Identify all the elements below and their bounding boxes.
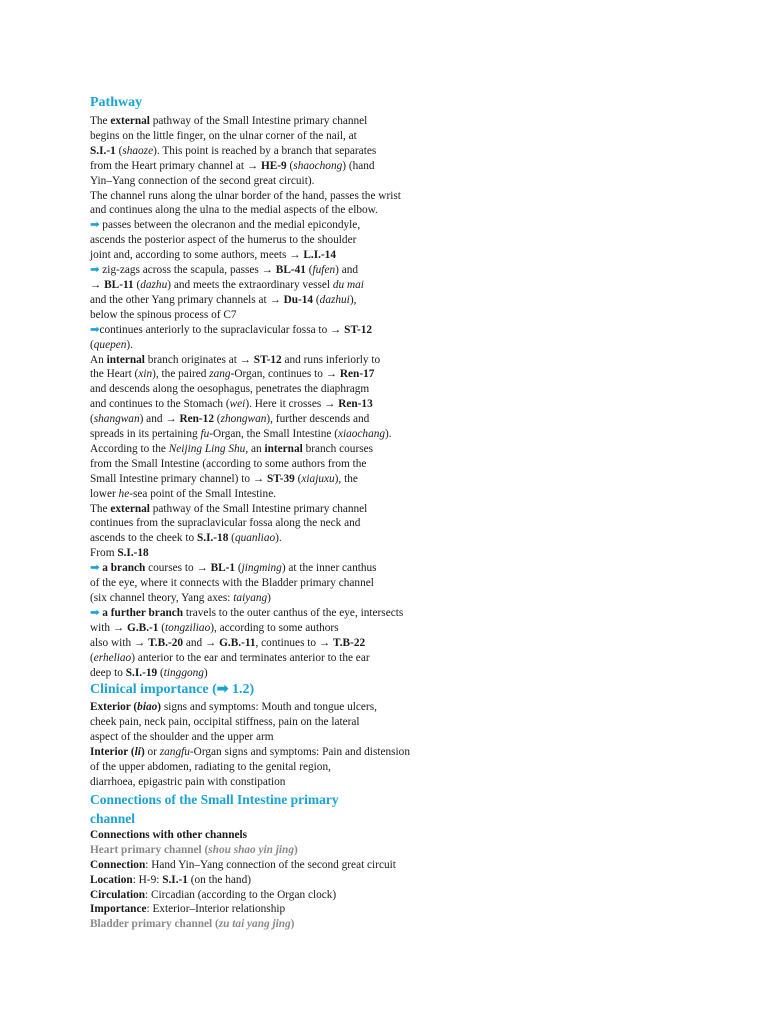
text-line	[90, 218, 490, 233]
bold-term: S.I.-18	[117, 547, 149, 560]
arrow-icon: →	[133, 636, 149, 649]
text-run: pathway of the Small Intestine primary channel	[149, 502, 368, 515]
text-line	[90, 917, 490, 932]
text-run: )	[293, 843, 298, 856]
text-run: diarrhoea, epigastric pain with constipation	[90, 775, 286, 788]
heading-connections-line2: channel	[90, 810, 136, 826]
text-line	[90, 546, 490, 561]
text-line	[90, 382, 490, 397]
text-run: of the upper abdomen, radiating to the genital region,	[90, 761, 331, 774]
arrow-icon: ➡	[90, 323, 100, 336]
bold-term: Importance	[90, 903, 147, 916]
text-run: ) anterior to the ear and terminates anterior to the ear	[131, 651, 370, 664]
bold-term: T.B.-20	[148, 636, 184, 649]
text-run: The	[90, 502, 111, 515]
italic-term: Neijing Ling Shu	[168, 442, 246, 455]
heading-pathway: Pathway	[90, 95, 143, 110]
bold-term: S.I.-1	[90, 144, 116, 157]
text-run: An	[90, 353, 107, 366]
text-line	[90, 159, 490, 174]
text-line	[90, 457, 490, 472]
text-run: )	[290, 918, 295, 931]
text-line	[90, 621, 490, 636]
arrow-icon: →	[325, 368, 340, 381]
text-run: Bladder primary channel (	[90, 918, 219, 931]
text-run: (	[228, 532, 235, 545]
text-run: : Hand Yin–Yang connection of the second great circuit	[145, 858, 396, 871]
text-line	[90, 606, 490, 621]
bold-term: )	[157, 701, 162, 714]
bold-term: S.I.-18	[196, 532, 229, 545]
text-run: joint and, according to some authors, meets	[90, 249, 290, 262]
text-line	[90, 760, 490, 775]
text-run: (	[313, 293, 320, 306]
text-run: also with	[90, 636, 134, 649]
italic-term: shaoze	[122, 144, 154, 157]
arrow-icon: →	[246, 159, 261, 172]
italic-term: dazhu	[140, 278, 168, 291]
italic-term: zhongwan	[220, 413, 267, 426]
text-line	[90, 412, 490, 427]
text-run: ), the	[334, 472, 358, 485]
text-line	[90, 651, 490, 666]
text-run: ),	[349, 293, 357, 306]
text-run: ). This point is reached by a branch that separates	[153, 144, 377, 157]
text-run: with	[90, 621, 113, 634]
bold-term: ST-12	[344, 323, 373, 336]
text-line	[90, 278, 490, 293]
italic-term: jingming	[241, 562, 282, 575]
text-run: branch originates at	[144, 353, 240, 366]
text-line	[90, 263, 490, 278]
text-run: ) and	[335, 264, 359, 277]
clinical-body	[90, 700, 490, 789]
text-run: The channel runs along the ulnar border of the hand, passes the wrist	[90, 189, 401, 202]
text-run: Heart primary channel (	[90, 843, 209, 856]
text-run: passes between the olecranon and the medial epicondyle,	[102, 219, 361, 232]
text-run: and	[183, 636, 205, 649]
arrow-icon: →	[324, 398, 339, 411]
subheading-connections-other-channels: Connections with other channels	[90, 828, 248, 841]
text-run: Small Intestine primary channel) to	[90, 472, 253, 485]
italic-term: taiyang	[233, 592, 268, 604]
text-line	[90, 174, 490, 189]
text-line	[90, 561, 490, 576]
bold-term: Du-14	[283, 293, 314, 306]
text-run: the Heart (	[90, 368, 139, 381]
text-run: The	[90, 115, 111, 127]
bold-term: S.I.-19	[125, 666, 158, 679]
text-run: (	[286, 159, 294, 172]
italic-term: wei	[229, 398, 246, 411]
italic-term: tinggong	[163, 666, 204, 679]
text-run: branch courses	[302, 442, 374, 455]
bold-term: ST-12	[253, 353, 282, 366]
bold-term: G.B.-11	[219, 636, 256, 649]
text-run: ascends to the cheek to	[90, 532, 197, 545]
bold-term: biao	[137, 701, 158, 714]
bold-term: a branch	[102, 562, 146, 575]
arrow-icon: →	[196, 562, 211, 575]
text-line	[90, 487, 490, 502]
arrow-icon: →	[261, 264, 276, 277]
text-line	[90, 367, 490, 382]
text-line	[90, 531, 490, 546]
italic-term: xiajuxu	[301, 472, 335, 485]
italic-term: xin	[138, 368, 153, 381]
text-line	[90, 203, 490, 218]
text-line	[90, 745, 490, 760]
italic-term: xiaochang	[337, 428, 386, 441]
text-run: ), according to some authors	[210, 621, 339, 634]
text-run: ) and	[139, 413, 166, 426]
text-line	[90, 397, 490, 412]
arrow-icon: →	[252, 472, 267, 485]
italic-term: fufen	[312, 264, 336, 277]
text-run: below the spinous process of C7	[90, 308, 237, 321]
text-run: : H-9:	[132, 873, 163, 886]
text-run: and descends along the oesophagus, penetrates the diaphragm	[90, 383, 370, 396]
text-run: According to the	[90, 442, 169, 455]
bold-term: T.B-22	[333, 636, 366, 649]
text-run: lower	[90, 487, 119, 500]
text-run: (	[90, 651, 94, 664]
text-run: -sea point of the Small Intestine.	[129, 487, 277, 500]
text-line	[90, 427, 490, 442]
bold-term: internal	[106, 353, 145, 366]
text-run: (	[235, 562, 242, 575]
text-run: begins on the little finger, on the ulnar corner of the nail, at	[90, 129, 357, 142]
bold-term: Circulation	[90, 888, 146, 901]
text-run: (	[158, 621, 166, 634]
italic-term: tongziliao	[165, 621, 211, 634]
text-run: )	[267, 592, 271, 604]
italic-term: quanliao	[234, 532, 276, 545]
arrow-icon: ➡	[90, 606, 103, 619]
bold-term: Ren-17	[339, 368, 375, 381]
bold-term: ST-39	[266, 472, 295, 485]
bold-term: Exterior (	[90, 701, 138, 714]
text-run: or	[144, 746, 160, 759]
italic-term: dazhui	[319, 293, 350, 306]
text-run: and continues along the ulna to the medial aspects of the elbow.	[90, 204, 378, 217]
text-run: aspect of the shoulder and the upper arm	[90, 731, 274, 744]
bold-term: internal	[264, 442, 303, 455]
text-line	[90, 636, 490, 651]
text-line	[90, 858, 490, 873]
text-run: (	[115, 144, 123, 157]
text-line	[90, 888, 490, 903]
document-page	[90, 94, 490, 932]
text-run: ascends the posterior aspect of the humerus to the shoulder	[90, 234, 357, 247]
text-run: -Organ, the Small Intestine (	[209, 428, 338, 441]
text-run: -Organ, continues to	[230, 368, 326, 381]
text-run: ) at the inner canthus	[281, 562, 377, 575]
text-line	[90, 775, 490, 790]
arrow-icon: →	[269, 293, 284, 306]
bold-term: )	[140, 746, 145, 759]
text-run: (	[294, 472, 302, 485]
text-run: ).	[275, 532, 282, 545]
italic-term: zu tai yang jing	[218, 918, 291, 931]
text-run: and runs inferiorly to	[281, 353, 381, 366]
text-line	[90, 666, 490, 681]
text-run: : Circadian (according to the Organ clock)	[145, 888, 337, 901]
bold-term: G.B.-1	[127, 621, 159, 634]
italic-term: shou shao yin jing	[208, 843, 294, 856]
text-line	[90, 902, 490, 917]
bold-term: Connection	[90, 858, 146, 871]
text-run: (	[305, 264, 313, 277]
text-run: deep to	[90, 666, 126, 679]
text-run: ), further descends and	[266, 413, 370, 426]
text-run: : Exterior–Interior relationship	[146, 903, 286, 916]
text-line	[90, 353, 490, 368]
bold-term: BL-1	[210, 562, 236, 575]
text-run: )	[203, 666, 208, 679]
arrow-icon: →	[318, 636, 334, 649]
text-run: travels to the outer canthus of the eye, intersects	[183, 606, 404, 619]
arrow-icon: ➡	[90, 264, 103, 277]
text-run: (on the hand)	[187, 873, 251, 886]
bold-term: BL-41	[275, 264, 306, 277]
bold-term: external	[110, 502, 150, 515]
bold-term: S.I.-1	[162, 873, 188, 886]
text-line	[90, 576, 490, 591]
text-run: -Organ signs and symptoms: Pain and distension	[189, 746, 410, 759]
pathway-body	[90, 114, 490, 680]
arrow-icon: ➡	[90, 562, 103, 575]
connections-body	[90, 843, 490, 932]
bold-term: L.I.-14	[303, 249, 336, 262]
italic-term: shaochong	[293, 159, 343, 172]
arrow-icon: →	[112, 621, 128, 634]
italic-term: erheliao	[93, 651, 132, 664]
bold-term: Location	[90, 873, 133, 886]
arrow-icon: →	[239, 353, 254, 366]
text-run: from the Heart primary channel at	[90, 159, 247, 172]
text-run: , an	[245, 442, 265, 455]
text-line	[90, 189, 490, 204]
text-run: (	[90, 413, 94, 426]
text-line	[90, 233, 490, 248]
arrow-icon: →	[90, 278, 105, 291]
text-run: (	[157, 666, 164, 679]
bold-term: Ren-13	[338, 398, 373, 411]
text-line	[90, 293, 490, 308]
text-run: cheek pain, neck pain, occipital stiffness, pain on the lateral	[90, 716, 360, 729]
text-run: continues anteriorly to the supraclavicular fossa to	[99, 323, 331, 336]
italic-term: he	[118, 487, 130, 500]
text-line	[90, 730, 490, 745]
text-run: ) and meets the extraordinary vessel	[167, 278, 333, 291]
text-run: of the eye, where it connects with the Bladder primary channel	[90, 577, 374, 590]
text-run: pathway of the Small Intestine primary channel	[149, 115, 368, 127]
text-run: and the other Yang primary channels at	[90, 293, 270, 306]
italic-term: quepen	[93, 338, 127, 351]
text-run: zig-zags across the scapula, passes	[102, 264, 262, 277]
italic-term: zangfu	[159, 746, 190, 759]
text-run: courses to	[145, 562, 197, 575]
text-line	[90, 843, 490, 858]
bold-term: Ren-12	[179, 413, 214, 426]
text-run: ).	[385, 428, 392, 441]
text-run: (	[90, 338, 94, 351]
text-run: Yin–Yang connection of the second great circuit).	[90, 174, 315, 187]
text-run: ), the paired	[152, 368, 210, 381]
heading-clinical-importance: Clinical importance (➡ 1.2)	[90, 682, 255, 698]
heading-connections-line1: Connections of the Small Intestine primary	[90, 791, 339, 807]
text-line	[90, 144, 490, 159]
text-line	[90, 338, 490, 353]
text-line	[90, 308, 490, 323]
text-run: ) (hand	[342, 159, 375, 172]
arrow-icon: →	[204, 636, 220, 649]
text-line	[90, 323, 490, 338]
arrow-icon: →	[165, 413, 180, 426]
bold-term: li	[134, 746, 141, 759]
arrow-icon: →	[330, 323, 345, 336]
italic-term: du mai	[332, 278, 364, 291]
text-run: continues from the supraclavicular fossa along the neck and	[90, 517, 361, 530]
bold-term: a further branch	[102, 606, 184, 619]
bold-term: external	[110, 115, 150, 127]
text-line	[90, 442, 490, 457]
text-run: from the Small Intestine (according to some authors from the	[90, 457, 367, 470]
text-run: (	[133, 278, 141, 291]
arrow-icon: ➡	[90, 219, 103, 232]
text-line	[90, 715, 490, 730]
text-line	[90, 248, 490, 263]
text-line	[90, 129, 490, 144]
text-line	[90, 516, 490, 531]
bold-term: HE-9	[260, 159, 287, 172]
text-run: ). Here it crosses	[245, 398, 325, 411]
text-run: (six channel theory, Yang axes:	[90, 592, 234, 604]
text-run: and continues to the Stomach (	[90, 398, 230, 411]
text-line	[90, 873, 490, 888]
italic-term: shangwan	[93, 413, 140, 426]
italic-term: zang	[209, 368, 231, 381]
text-line	[90, 114, 490, 129]
text-line	[90, 591, 490, 606]
arrow-icon: →	[289, 249, 304, 262]
text-run: , continues to	[255, 636, 319, 649]
text-line	[90, 502, 490, 517]
italic-term: fu	[200, 428, 210, 441]
text-run: spreads in its pertaining	[90, 428, 201, 441]
bold-term: Interior (	[90, 746, 135, 759]
text-line	[90, 472, 490, 487]
text-run: ).	[126, 338, 133, 351]
text-line	[90, 700, 490, 715]
bold-term: BL-11	[104, 278, 134, 291]
text-run: (	[213, 413, 221, 426]
text-run: signs and symptoms: Mouth and tongue ulcers,	[161, 701, 377, 714]
text-run: From	[90, 547, 118, 560]
